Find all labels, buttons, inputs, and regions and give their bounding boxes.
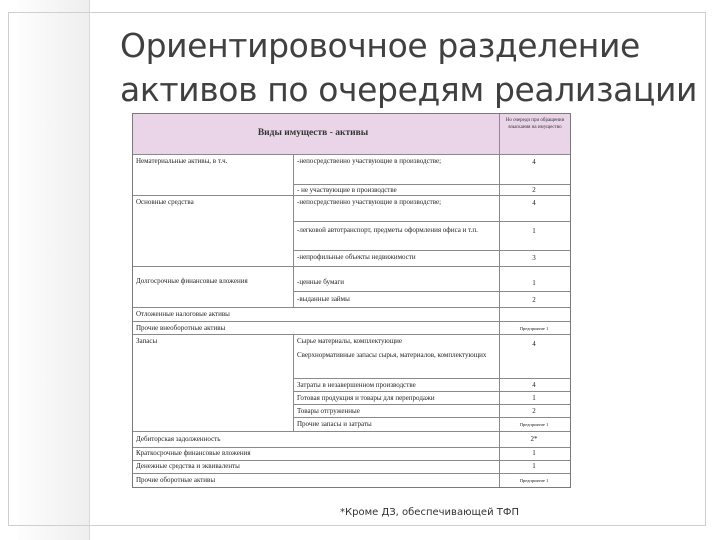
queue-value: 1 (532, 462, 536, 470)
queue-value: 2* (530, 435, 538, 443)
cell-fixed-realestate: -непрофильные объекты недвижимости (297, 253, 416, 261)
row-line (293, 221, 570, 222)
queue-value: 2 (532, 296, 536, 304)
cell-intangible-production: -непосредственно участвующие в производстве; (297, 157, 442, 165)
cell-deferred-tax: Отложенные налоговые активы (136, 310, 230, 318)
cell-inventories: Запасы (136, 337, 158, 345)
queue-value: 2 (532, 186, 536, 194)
queue-note: Предприятие 1 (519, 422, 549, 427)
row-line (133, 447, 570, 448)
cell-cash: Денежные средства и эквиваленты (136, 462, 240, 470)
cell-longterm-investments: Долгосрочные финансовые вложения (136, 277, 248, 285)
cell-intangible-nonproduction: - не участвующие в производстве (297, 186, 397, 194)
row-line (133, 431, 570, 432)
cell-excess-stock: Сверхнормативные запасы сырья, материалов, комплектующих (297, 351, 487, 359)
col-divider-left (293, 154, 294, 307)
row-line (293, 391, 570, 392)
cell-shortterm-investments: Краткосрочные финансовые вложения (136, 449, 251, 457)
header-queue: Но очереди при обращении взыскания на имущество (505, 118, 565, 130)
queue-value: 4 (532, 340, 536, 348)
cell-receivables: Дебиторская задолженность (136, 435, 221, 443)
title-line-2: активов по очередям реализации (120, 70, 698, 109)
queue-note: Предприятие 1 (519, 478, 549, 483)
cell-intangible-assets: Нематериальные активы, в т.ч. (136, 157, 228, 165)
queue-value: 2 (532, 407, 536, 415)
queue-value: 1 (532, 394, 536, 402)
row-line (133, 460, 570, 461)
slide-title (120, 24, 700, 112)
assets-table (132, 113, 571, 488)
row-line (293, 378, 570, 379)
cell-fixed-production: -непосредственно участвующие в производстве; (297, 198, 442, 206)
table-header (133, 114, 570, 154)
cell-finished-goods: Готовая продукция и товары для перепродажи (297, 394, 435, 402)
row-line (293, 404, 570, 405)
row-line (133, 154, 570, 155)
row-line (293, 417, 570, 418)
cell-loans-issued: -выданные займы (297, 295, 350, 303)
cell-securities: -ценные бумаги (297, 278, 345, 286)
cell-fixed-cars-office: -легковой автотранспорт, предметы оформления офиса и т.п. (297, 226, 478, 234)
queue-value: 1 (532, 227, 536, 235)
row-line (293, 291, 570, 292)
row-line (133, 307, 570, 308)
cell-other-stock: Прочие запасы и затраты (297, 420, 372, 428)
row-line (293, 184, 570, 185)
row-line (293, 250, 570, 251)
cell-fixed-assets: Основные средства (136, 198, 194, 206)
row-line (133, 321, 570, 322)
row-line (133, 195, 570, 196)
row-line (133, 473, 570, 474)
cell-raw-materials: Сырье материалы, комплектующие (297, 337, 402, 345)
queue-value: 4 (532, 158, 536, 166)
title-line-1: Ориентировочное разделение (120, 26, 640, 65)
cell-wip: Затраты в незавершенном производстве (297, 381, 416, 389)
row-line (133, 266, 570, 267)
header-assets-types: Виды имуществ - активы (257, 128, 369, 138)
queue-value: 1 (532, 449, 536, 457)
slide-left-decoration (18, 0, 90, 540)
queue-value: 3 (532, 254, 536, 262)
cell-other-current: Прочие оборотные активы (136, 476, 216, 484)
cell-shipped-goods: Товары отгруженные (297, 407, 360, 415)
cell-other-noncurrent: Прочие внеоборотные активы (136, 324, 226, 332)
queue-value: 4 (532, 381, 536, 389)
queue-value: 4 (532, 199, 536, 207)
queue-note: Предприятие 1 (519, 326, 549, 331)
row-line (133, 334, 570, 335)
queue-value: 1 (532, 279, 536, 287)
footnote: *Кроме ДЗ, обеспечивающей ТФП (340, 507, 519, 518)
